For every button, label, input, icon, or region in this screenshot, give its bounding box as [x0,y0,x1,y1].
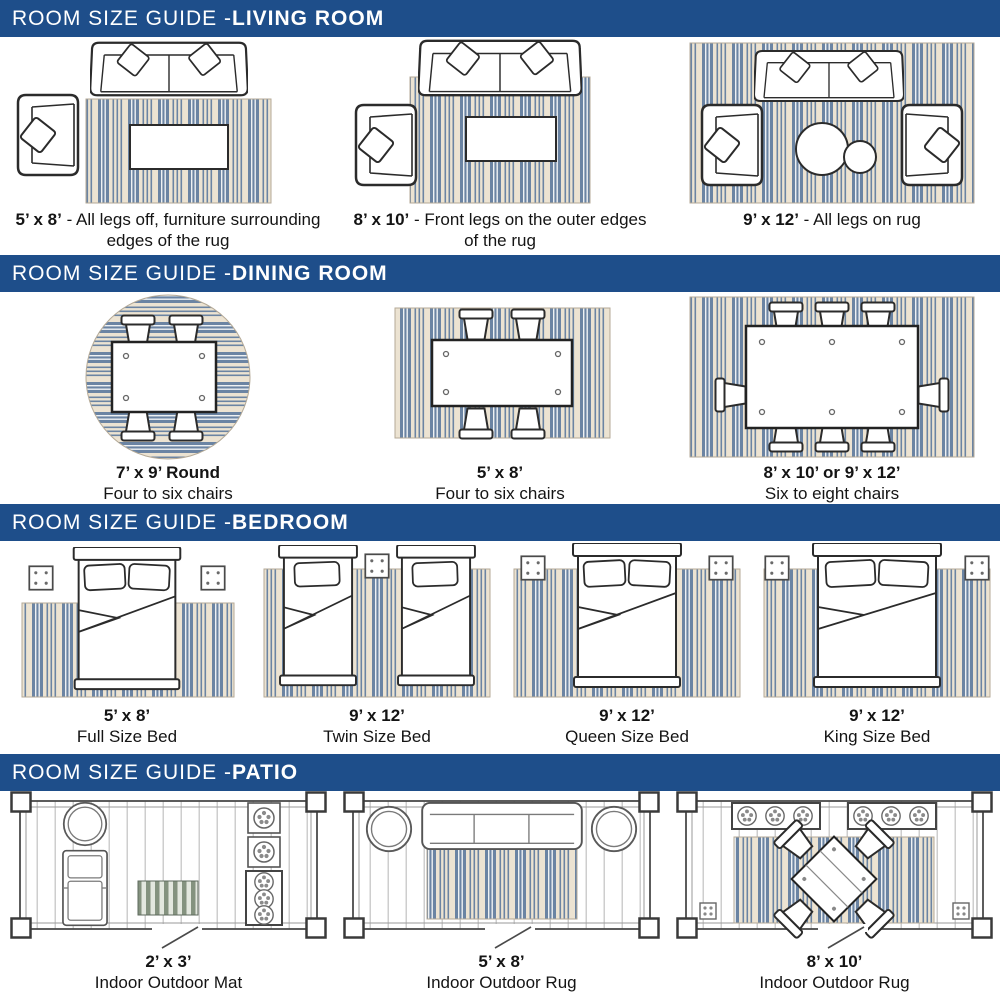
rug-size-label: 2’ x 3’ [145,952,192,971]
rug-size-label: 8’ x 10’ [806,952,863,971]
coffee-table [466,117,556,161]
twin-bed-right [397,545,475,685]
patio-figure-2x3-mat [2,791,335,1000]
header-room-name: LIVING ROOM [232,6,385,30]
nightstand [765,556,788,579]
round-side-table [64,803,106,845]
rug-size-description: Four to six chairs [435,484,565,504]
figure-caption [565,705,689,747]
armchair [356,105,416,185]
small-planter [953,903,969,919]
corner-post [640,793,659,812]
figure-caption [759,951,909,993]
rug-size-label: 8’ x 10’ or 9’ x 12’ [763,463,901,482]
section-bedroom [0,504,1000,754]
corner-post [12,793,31,812]
rug-size-label: 5’ x 8’ [15,210,62,229]
door-opening [818,924,868,932]
dining-table [746,326,918,428]
rug-size-description: - Front legs on the outer edges of the rug [409,210,647,251]
sofa [418,41,581,95]
dining-room-round-rug-illustration [8,292,328,460]
header-prefix: ROOM SIZE GUIDE - [12,760,233,784]
bedroom-figure-king [752,541,1000,754]
rug-size-description: - All legs off, furniture surrounding edges of the rug [61,210,321,251]
nightstand [521,556,544,579]
rug-size-description: Indoor Outdoor Rug [759,973,910,993]
corner-post [345,793,364,812]
figure-caption [14,209,322,251]
section-header-bedroom [0,504,1000,541]
corner-post [973,793,992,812]
dining-room-5x8-illustration [340,292,660,460]
figure-caption [435,462,564,504]
coffee-table [130,125,228,169]
section-header-dining-room [0,255,1000,292]
rug-size-label: 7’ x 9’ Round [116,463,220,482]
patio-5x8-illustration [335,791,668,949]
figure-caption [824,705,931,747]
corner-post [640,919,659,938]
corner-post [678,919,697,938]
nightstand [365,554,388,577]
corner-post [345,919,364,938]
rug-size-label: 9’ x 12’ [599,706,655,725]
figure-caption [346,209,654,251]
nightstand [965,556,988,579]
rug-size-label: 5’ x 8’ [476,463,524,482]
dining-room-figure-7x9-round [2,292,334,504]
round-side-table [592,807,636,851]
dining-room-large-rug-illustration [672,292,992,460]
living-room-5x8-illustration [8,37,328,207]
rug-size-label: 9’ x 12’ [849,706,905,725]
round-side-table [367,807,411,851]
living-room-8x10-illustration [340,37,660,207]
living-room-figure-8x10 [334,37,666,255]
header-room-name: BEDROOM [232,510,349,534]
queen-size-bed [573,543,681,687]
round-coffee-table [796,123,848,175]
rug-size-label: 8’ x 10’ [353,210,410,229]
patio-figure-5x8-rug [335,791,668,1000]
bedroom-queen-illustration [502,541,752,703]
patio-mat-illustration [2,791,335,949]
lounge-chair [63,851,107,926]
corner-post [12,919,31,938]
rug-size-description: Four to six chairs [103,484,233,504]
rug-size-label: 5’ x 8’ [103,706,151,725]
section-patio [0,754,1000,1000]
dining-room-figure-5x8 [334,292,666,504]
armchair-left [702,105,762,185]
figure-caption [426,951,576,993]
rug-size-label: 9’ x 12’ [349,706,405,725]
sofa [90,43,248,96]
header-prefix: ROOM SIZE GUIDE - [12,510,233,534]
door-opening [485,924,535,932]
rug-size-description: Twin Size Bed [323,727,431,747]
figure-caption [763,462,900,504]
round-side-table [844,141,876,173]
rug-size-description: Indoor Outdoor Rug [426,973,577,993]
bedroom-king-illustration [752,541,1000,703]
figure-caption [95,951,242,993]
sofa [754,51,904,101]
rug-size-description: Queen Size Bed [565,727,689,747]
header-room-name: PATIO [232,760,299,784]
bedroom-figure-queen [502,541,752,754]
section-header-living-room [0,0,1000,37]
dining-table [112,342,216,412]
living-room-figure-5x8 [2,37,334,255]
header-room-name: DINING ROOM [232,261,388,285]
bedroom-figure-full [2,541,252,754]
living-room-figure-9x12 [666,37,998,255]
outdoor-rug [427,845,577,919]
armchair-right [902,105,962,185]
rug-size-label: 5’ x 8’ [478,952,525,971]
dining-table [432,340,572,406]
figure-caption [743,209,921,230]
corner-post [307,919,326,938]
rug-size-description: King Size Bed [823,727,931,747]
figure-caption [323,705,431,747]
living-room-9x12-illustration [672,37,992,207]
rug-size-description: Full Size Bed [76,727,178,747]
header-prefix: ROOM SIZE GUIDE - [12,6,233,30]
outdoor-mat [138,881,198,915]
section-dining-room [0,255,1000,504]
section-living-room [0,0,1000,255]
patio-8x10-illustration [668,791,1000,949]
nightstand [201,566,224,589]
full-size-bed [74,547,181,689]
corner-post [973,919,992,938]
section-header-patio [0,754,1000,791]
corner-post [678,793,697,812]
outdoor-sofa [422,803,582,849]
rug-size-description: - All legs on rug [798,210,921,229]
bedroom-twin-illustration [252,541,502,703]
rug-size-description: Indoor Outdoor Mat [94,973,243,993]
bedroom-full-illustration [2,541,252,703]
bedroom-figure-twin [252,541,502,754]
king-size-bed [813,543,941,687]
armchair [18,95,78,175]
figure-caption [103,462,232,504]
twin-bed-left [279,545,357,685]
dining-room-figure-8x10-or-9x12 [666,292,998,504]
nightstand [709,556,732,579]
small-planter [700,903,716,919]
corner-post [307,793,326,812]
door-opening [152,924,202,932]
patio-figure-8x10-rug [668,791,1000,1000]
nightstand [29,566,52,589]
rug-size-label: 9’ x 12’ [743,210,799,229]
figure-caption [77,705,177,747]
rug-size-description: Six to eight chairs [764,484,900,504]
header-prefix: ROOM SIZE GUIDE - [12,261,233,285]
